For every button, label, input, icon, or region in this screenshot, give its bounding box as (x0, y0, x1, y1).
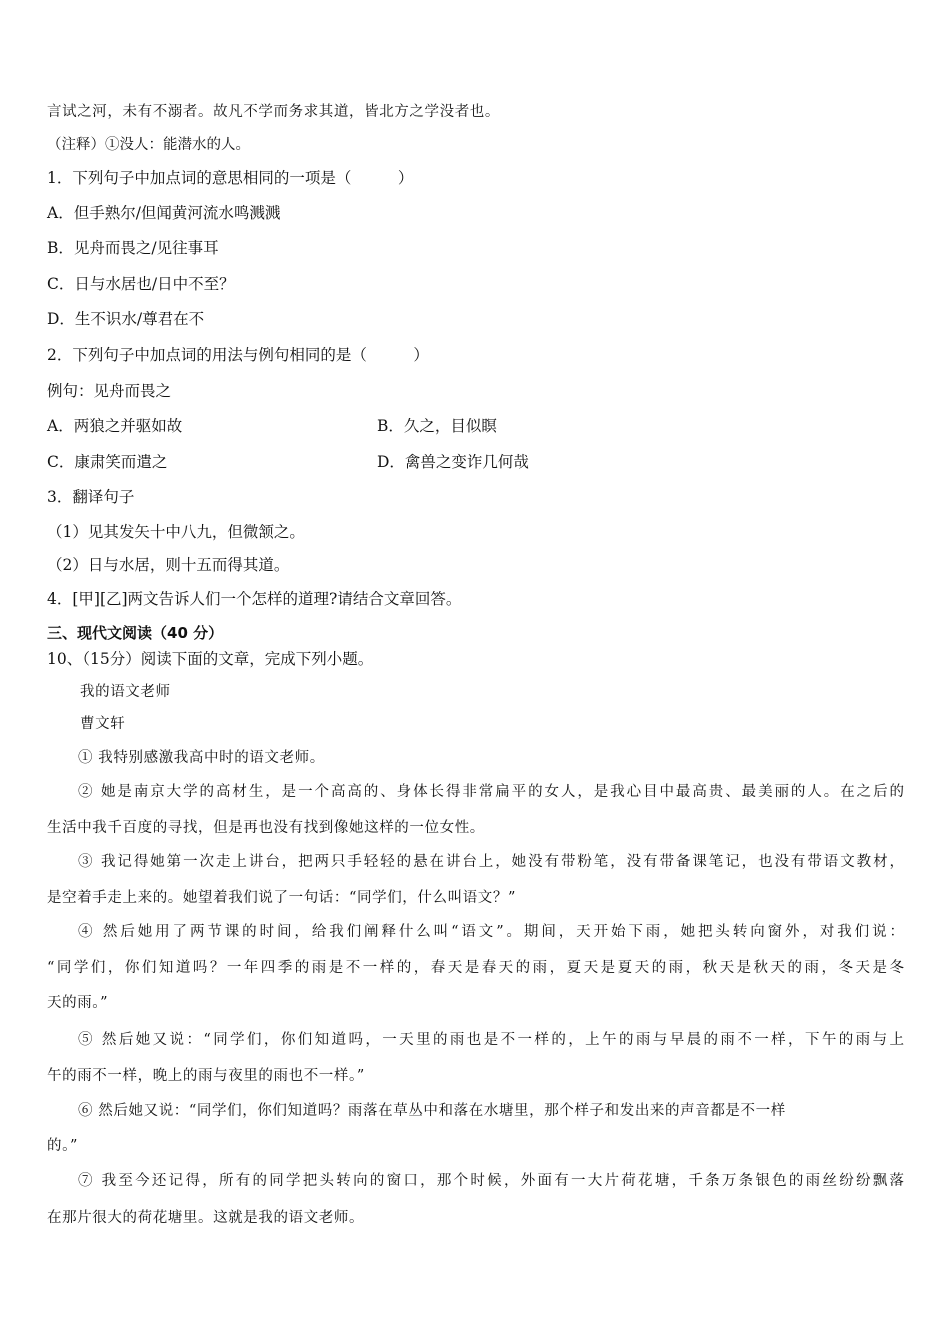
q1-option-a: A．但手熟尔/但闻黄河流水鸣溅溅 (47, 204, 281, 222)
q3-item-2: （2）日与水居，则十五而得其道。 (47, 556, 290, 574)
passage-closing-line: 言试之河，未有不溺者。故凡不学而务求其道，皆北方之学没者也。 (47, 104, 500, 120)
q2-option-d: D．禽兽之变诈几何哉 (377, 453, 529, 471)
paragraph-2-line-2: 生活中我千百度的寻找，但是再也没有找到像她这样的一位女性。 (47, 820, 485, 836)
q2-option-a: A．两狼之并驱如故 (47, 417, 183, 435)
paragraph-7-line-2: 在那片很大的荷花塘里。这就是我的语文老师。 (47, 1210, 365, 1226)
paragraph-1: ① 我特别感激我高中时的语文老师。 (78, 750, 325, 766)
question-1: 1．下列句子中加点词的意思相同的一项是（ ） (47, 169, 414, 187)
paragraph-4-line-2: “同学们，你们知道吗？一年四季的雨是不一样的，春天是春天的雨，夏天是夏天的雨，秋天是秋天的雨，冬天是冬 (47, 960, 904, 976)
annotation-note: （注释）①没人：能潜水的人。 (47, 137, 250, 153)
paragraph-7-line-1: ⑦ 我至今还记得，所有的同学把头转向的窗口，那个时候，外面有一大片荷花塘，千条万条银色的雨丝纷纷飘落 (78, 1173, 904, 1189)
paragraph-6-line-1: ⑥ 然后她又说：“同学们，你们知道吗？雨落在草丛中和落在水塘里，那个样子和发出来的声音都是不一样 (78, 1103, 786, 1119)
q2-option-c: C．康肃笑而遣之 (47, 453, 168, 471)
article-title: 我的语文老师 (80, 684, 171, 700)
paragraph-5-line-2: 午的雨不一样，晚上的雨与夜里的雨也不一样。” (47, 1068, 365, 1084)
article-author: 曹文轩 (80, 716, 126, 732)
q1-option-b: B．见舟而畏之/见往事耳 (47, 239, 219, 257)
paragraph-4-line-3: 天的雨。” (47, 995, 109, 1011)
paragraph-4-line-1: ④ 然后她用了两节课的时间，给我们阐释什么叫“语文”。期间，天开始下雨，她把头转向窗外，对我们说： (78, 924, 904, 940)
paragraph-6-line-2: 的。” (47, 1138, 78, 1154)
question-3: 3．翻译句子 (47, 488, 135, 506)
question-10-intro: 10、（15分）阅读下面的文章，完成下列小题。 (47, 650, 374, 668)
question-4: 4．[甲][乙]两文告诉人们一个怎样的道理?请结合文章回答。 (47, 590, 462, 608)
q2-example: 例句：见舟而畏之 (47, 382, 172, 400)
question-2: 2．下列句子中加点词的用法与例句相同的是（ ） (47, 346, 429, 364)
paragraph-5-line-1: ⑤ 然后她又说：“同学们，你们知道吗，一天里的雨也是不一样的，上午的雨与早晨的雨不一样，下午的雨与上 (78, 1032, 904, 1048)
q2-option-b: B．久之，目似瞑 (377, 417, 497, 435)
q3-item-1: （1）见其发矢十中八九，但微颔之。 (47, 523, 305, 541)
q1-option-c: C．日与水居也/日中不至？ (47, 275, 235, 293)
section-heading: 三、现代文阅读（40 分） (47, 624, 224, 642)
paragraph-3-line-1: ③ 我记得她第一次走上讲台，把两只手轻轻的悬在讲台上，她没有带粉笔，没有带备课笔记，也没有带语文教材， (78, 854, 904, 870)
paragraph-3-line-2: 是空着手走上来的。她望着我们说了一句话：“同学们，什么叫语文？” (47, 890, 517, 906)
paragraph-2-line-1: ② 她是南京大学的高材生，是一个高高的、身体长得非常扁平的女人，是我心目中最高贵、最美丽的人。在之后的 (78, 784, 904, 800)
q1-option-d: D．生不识水/尊君在不 (47, 310, 205, 328)
